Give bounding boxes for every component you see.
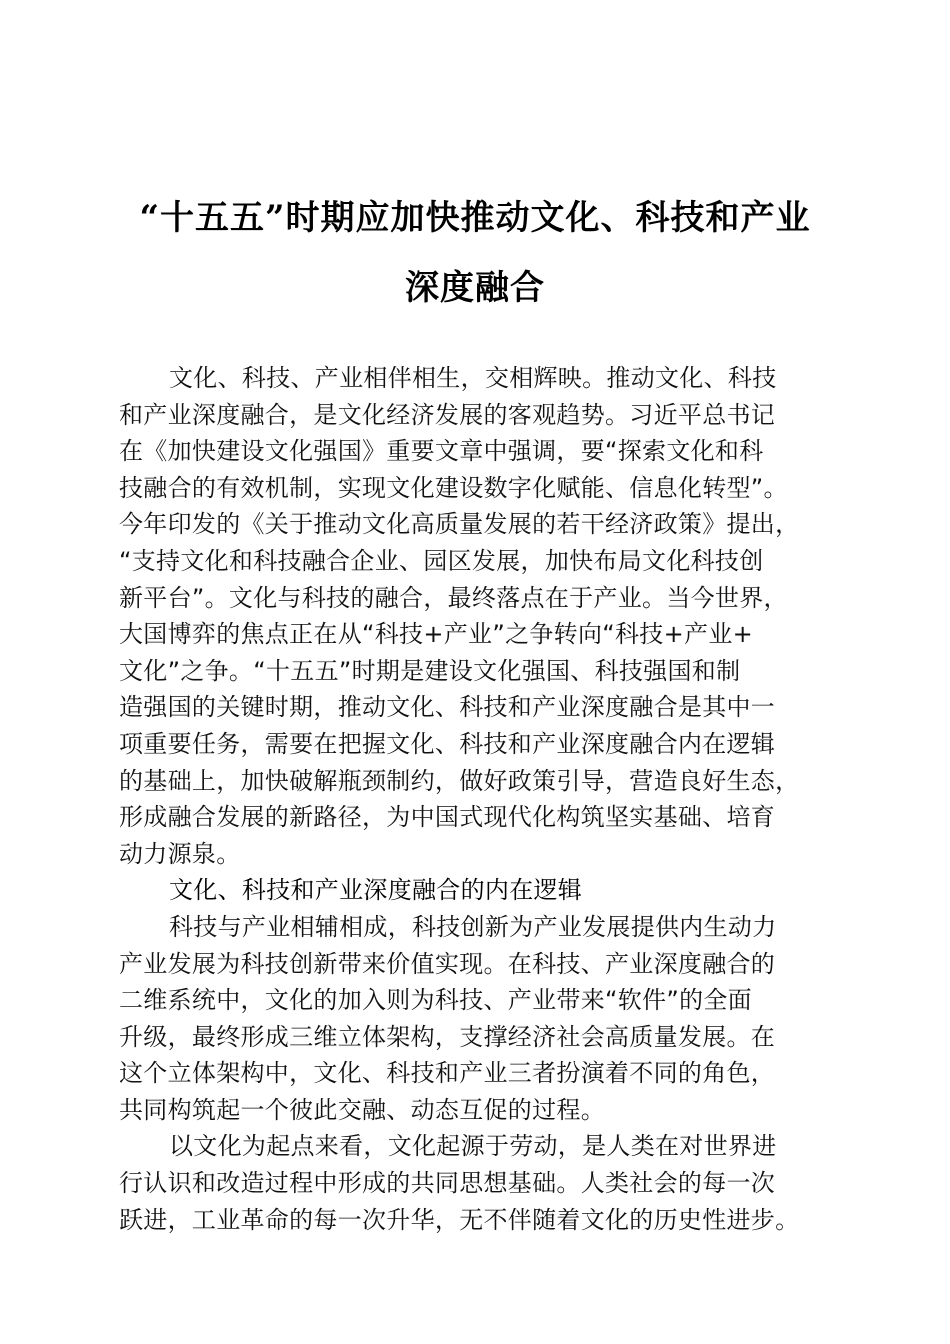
text-line: 产业发展为科技创新带来价值实现。在科技、产业深度融合的	[119, 949, 776, 978]
paragraph-culture	[119, 1128, 835, 1238]
text-line: 形成融合发展的新路径，为中国式现代化构筑坚实基础、培育	[119, 803, 776, 832]
text-line: 大国博弈的焦点正在从“科技+产业”之争转向“科技+产业+	[119, 620, 754, 649]
text-line: 行认识和改造过程中形成的共同思想基础。人类社会的每一次	[119, 1169, 776, 1198]
text-line: 和产业深度融合，是文化经济发展的客观趋势。习近平总书记	[119, 400, 776, 429]
paragraph-intro	[119, 360, 835, 872]
section-heading: 文化、科技和产业深度融合的内在逻辑	[169, 876, 583, 905]
text-line: 文化”之争。“十五五”时期是建设文化强国、科技强国和制	[119, 656, 741, 685]
text-line: 动力源泉。	[119, 839, 241, 868]
document-title-line-1: “十五五”时期应加快推动文化、科技和产业	[139, 198, 811, 238]
document-title-line-2: 深度融合	[405, 268, 545, 308]
text-line: 新平台”。文化与科技的融合，最终落点在于产业。当今世界，	[119, 583, 788, 612]
text-line: 技融合的有效机制，实现文化建设数字化赋能、信息化转型”。	[119, 473, 788, 502]
paragraph-logic	[119, 909, 835, 1129]
document-body	[119, 360, 835, 1238]
text-line: “支持文化和科技融合企业、园区发展，加快布局文化科技创	[119, 546, 764, 575]
text-line: 升级，最终形成三维立体架构，支撑经济社会高质量发展。在	[119, 1022, 776, 1051]
text-line: 科技与产业相辅相成，科技创新为产业发展提供内生动力	[169, 912, 777, 941]
text-line: 的基础上，加快破解瓶颈制约，做好政策引导，营造良好生态，	[119, 766, 800, 795]
text-line: 二维系统中，文化的加入则为科技、产业带来“软件”的全面	[119, 986, 752, 1015]
text-line: 这个立体架构中，文化、科技和产业三者扮演着不同的角色，	[119, 1059, 776, 1088]
text-line: 项重要任务，需要在把握文化、科技和产业深度融合内在逻辑	[119, 729, 776, 758]
text-line: 以文化为起点来看，文化起源于劳动，是人类在对世界进	[169, 1132, 777, 1161]
text-line: 今年印发的《关于推动文化高质量发展的若干经济政策》提出，	[119, 510, 800, 539]
text-line: 共同构筑起一个彼此交融、动态互促的过程。	[119, 1095, 605, 1124]
text-line: 在《加快建设文化强国》重要文章中强调，要“探索文化和科	[119, 437, 764, 466]
text-line: 文化、科技、产业相伴相生，交相辉映。推动文化、科技	[169, 364, 777, 392]
text-line: 造强国的关键时期，推动文化、科技和产业深度融合是其中一	[119, 693, 776, 722]
text-line: 跃进，工业革命的每一次升华，无不伴随着文化的历史性进步。	[119, 1205, 800, 1234]
